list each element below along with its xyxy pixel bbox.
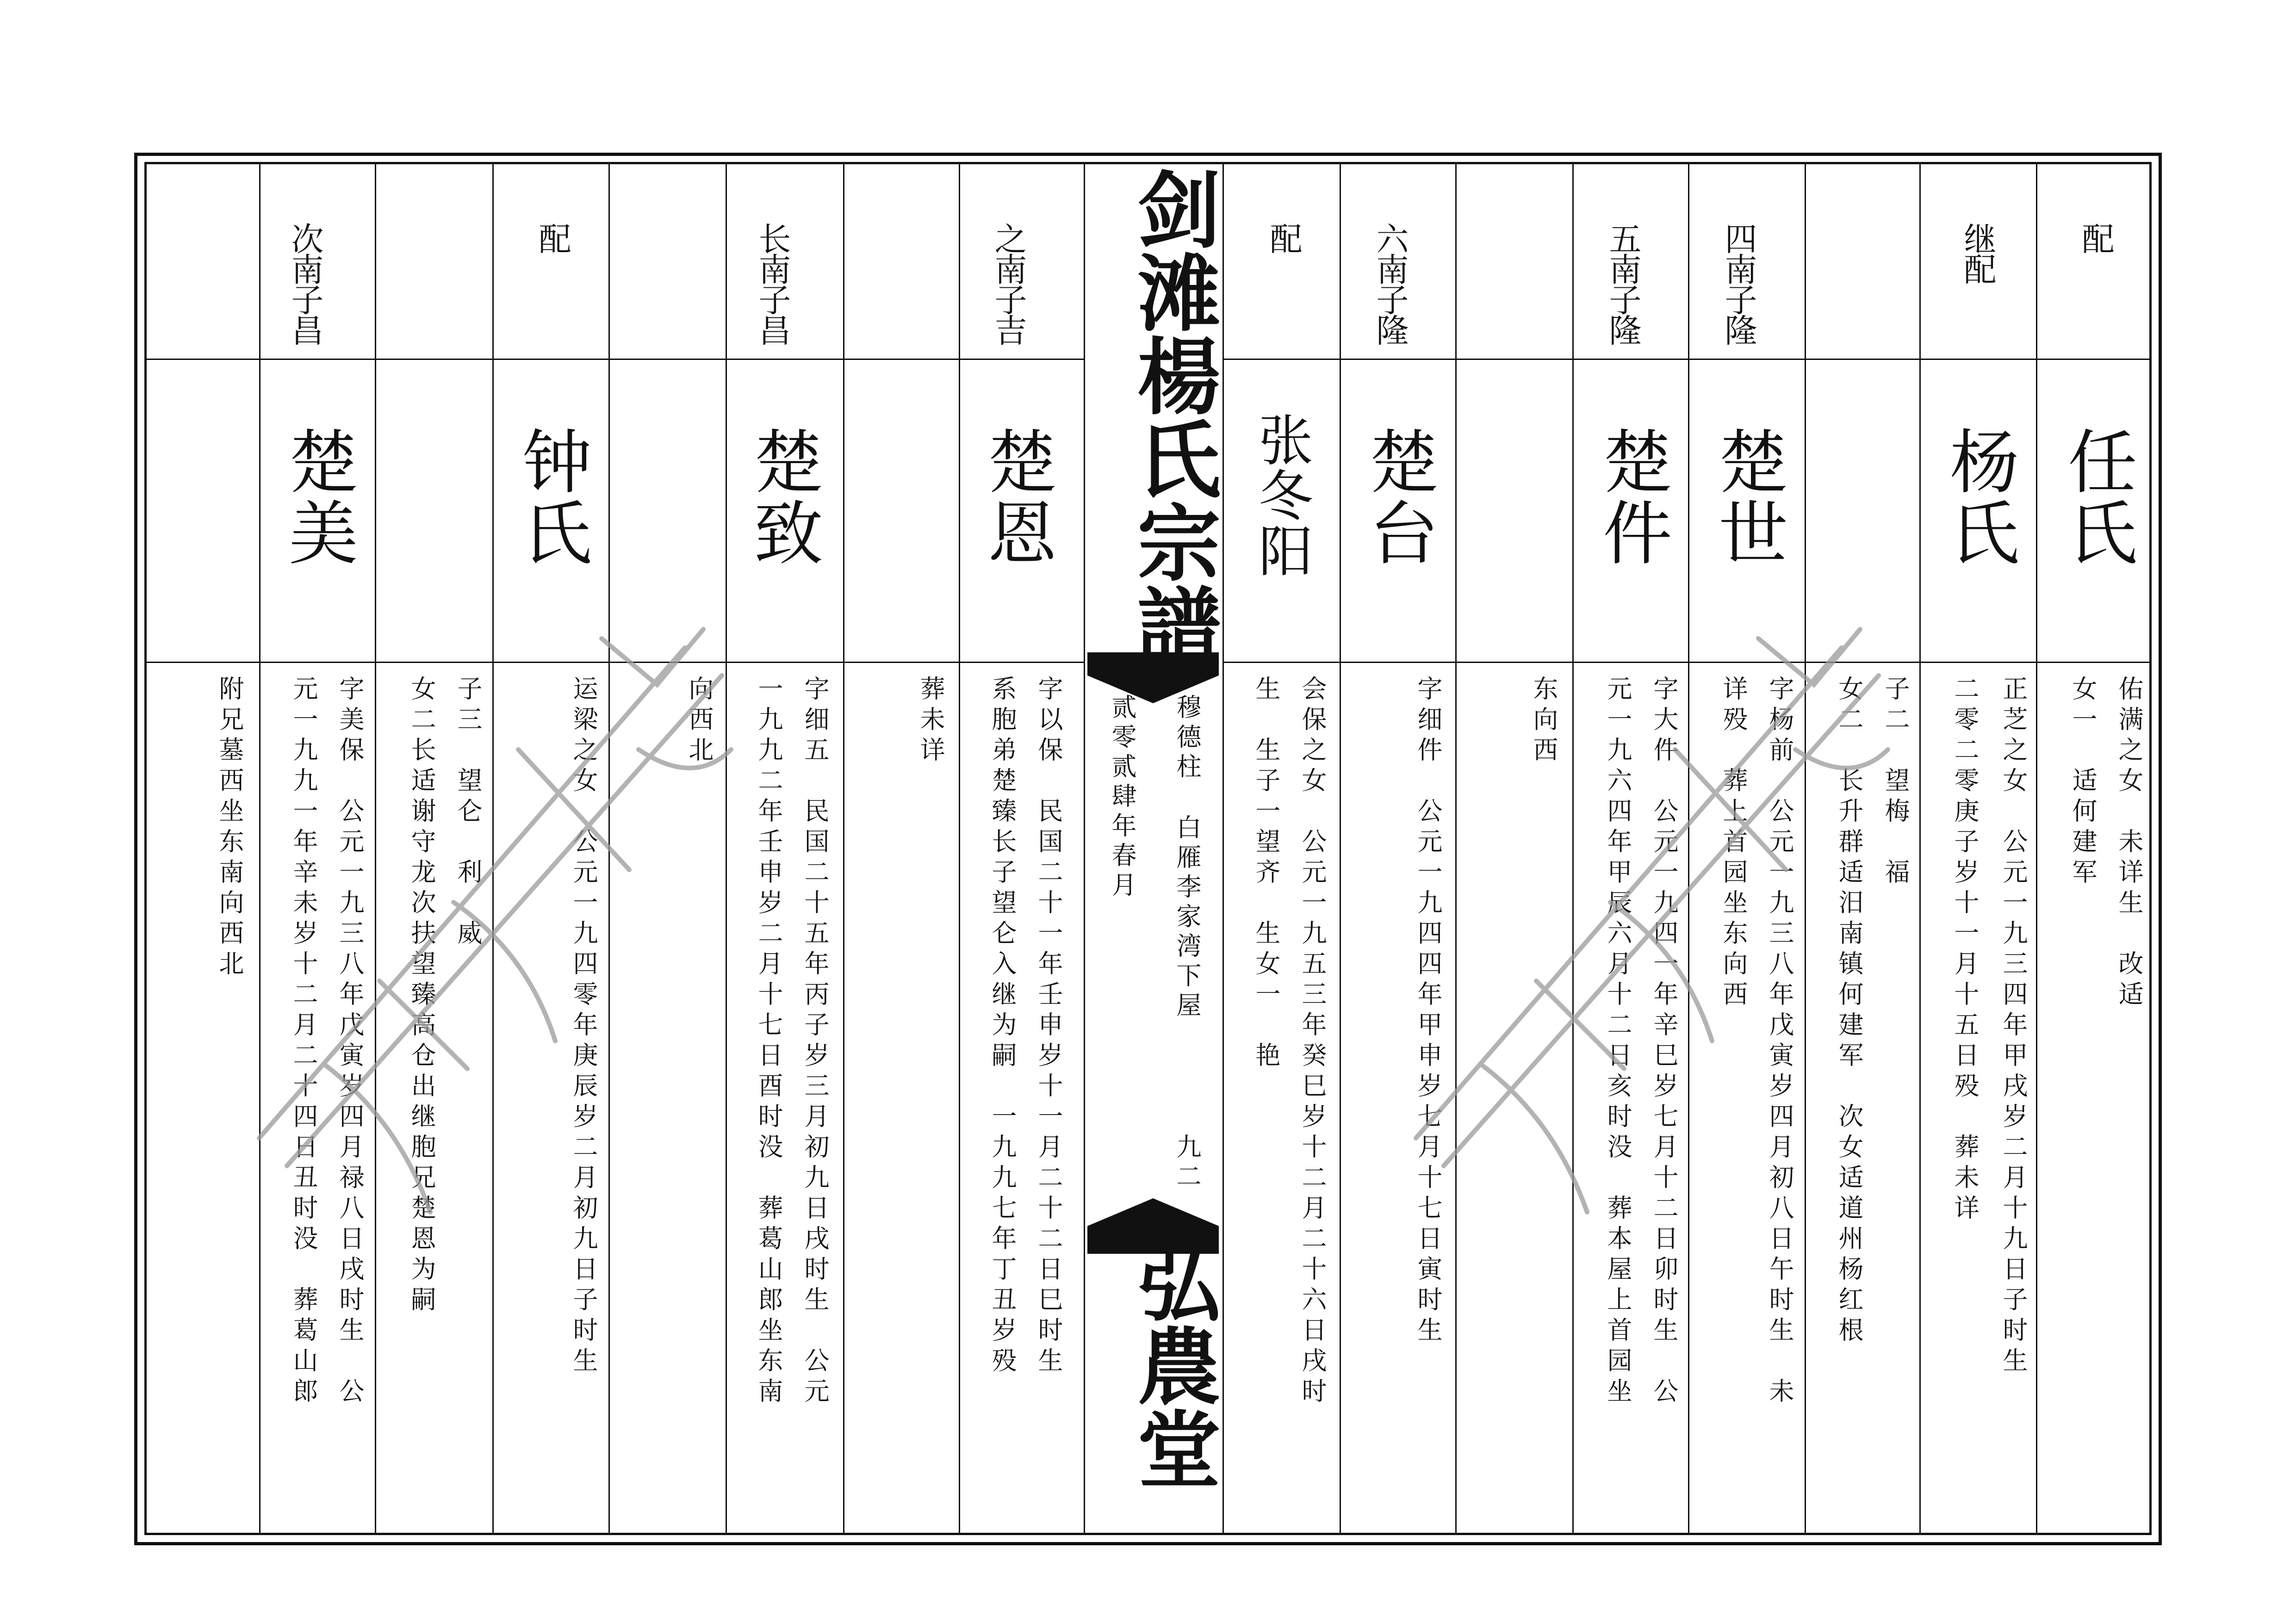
bio-line: 详殁 葬上首园坐东向西 bbox=[1719, 675, 1748, 1011]
relation-label: 长南子昌 bbox=[753, 222, 791, 344]
relation-label: 配 bbox=[1265, 222, 1303, 253]
bio-line: 字大件 公元一九四一年辛巳岁七月十二日卯时生 公 bbox=[1650, 675, 1679, 1408]
bio-line: 字以保 民国二十一年壬申岁十一月二十二日巳时生 bbox=[1034, 675, 1063, 1378]
person-name: 任氏 bbox=[2056, 426, 2136, 568]
bio-line: 元一九六四年甲辰六月十二日亥时没 葬本屋上首园坐 bbox=[1603, 675, 1632, 1408]
bio-line: 字细件 公元一九四四年甲申岁七月十七日寅时生 bbox=[1414, 675, 1443, 1347]
relation-label: 继配 bbox=[1959, 222, 1997, 283]
relation-label: 之南子吉 bbox=[989, 222, 1027, 344]
person-name: 楚件 bbox=[1591, 426, 1671, 568]
bio-line: 附兄墓西坐东南向西北 bbox=[215, 675, 244, 981]
bio-line: 子二 望梅 福 bbox=[1881, 675, 1910, 889]
person-name: 楚世 bbox=[1706, 426, 1787, 568]
page-number: 九二 bbox=[1173, 1134, 1202, 1193]
bio-line: 字美保 公元一九三八年戊寅岁四月禄八日戌时生 公 bbox=[335, 675, 365, 1408]
person-name: 楚台 bbox=[1357, 426, 1438, 568]
bio-line: 二零二零庚子岁十一月十五日殁 葬未详 bbox=[1950, 675, 1980, 1225]
bio-line: 元一九九一年辛未岁十二月二十四日丑时没 葬葛山郎 bbox=[289, 675, 318, 1408]
bio-line: 正芝之女 公元一九三四年甲戌岁二月十九日子时生 bbox=[1999, 675, 2028, 1378]
printer-location: 白雁李家湾下屋 bbox=[1173, 814, 1202, 1022]
bio-line: 佑满之女 未详生 改适 bbox=[2115, 675, 2144, 1011]
bio-line: 东向西 bbox=[1529, 675, 1558, 767]
bio-line: 字杨前 公元一九三八年戊寅岁四月初八日午时生 未 bbox=[1765, 675, 1794, 1408]
bio-line: 一九九二年壬申岁二月十七日酉时没 葬葛山郎坐东南 bbox=[754, 675, 783, 1408]
bio-line: 系胞弟楚臻长子望仑入继为嗣 一九九七年丁丑岁殁 bbox=[988, 675, 1017, 1378]
person-name: 杨氏 bbox=[1938, 426, 2018, 568]
bio-line: 女二 长升群适汨南镇何建军 次女适道州杨红根 bbox=[1835, 675, 1864, 1347]
relation-label: 五南子隆 bbox=[1604, 222, 1642, 344]
hall-name: 弘農堂 bbox=[1123, 1240, 1220, 1490]
bio-line: 葬未详 bbox=[916, 675, 945, 767]
register-title: 剑滩楊氏宗譜 bbox=[1123, 167, 1220, 666]
watermark-left bbox=[259, 629, 731, 1212]
bio-line: 会保之女 公元一九五三年癸巳岁十二月二十六日戌时 bbox=[1298, 675, 1327, 1408]
bio-line: 女一 适何建军 bbox=[2068, 675, 2097, 889]
person-name: 楚恩 bbox=[975, 426, 1056, 568]
relation-label: 配 bbox=[2077, 222, 2115, 253]
bio-line: 女二长适谢守龙次扶望臻高仓出继胞兄楚恩为嗣 bbox=[407, 675, 436, 1317]
bio-line: 字细五 民国二十五年丙子岁三月初九日戌时生 公元 bbox=[800, 675, 830, 1408]
relation-label: 四南子隆 bbox=[1719, 222, 1757, 344]
compile-date: 贰零贰肆年春月 bbox=[1108, 694, 1137, 901]
watermark-right bbox=[1416, 629, 1888, 1212]
person-name: 钟氏 bbox=[510, 426, 591, 568]
bio-line: 子三 望仑 利 威 bbox=[453, 675, 483, 950]
bio-line: 向西北 bbox=[685, 675, 714, 767]
relation-label: 六南子隆 bbox=[1371, 222, 1409, 344]
person-name: 楚美 bbox=[277, 426, 357, 568]
person-name: 张冬阳 bbox=[1249, 412, 1313, 578]
compiler-name: 穆德柱 bbox=[1173, 694, 1202, 783]
bio-line: 运梁之女 公元一九四零年庚辰岁二月初九日子时生 bbox=[569, 675, 598, 1378]
relation-label: 次南子昌 bbox=[286, 222, 324, 344]
bio-line: 生 生子一望齐 生女一 艳 bbox=[1252, 675, 1281, 1072]
person-name: 楚致 bbox=[742, 426, 822, 568]
relation-label: 配 bbox=[534, 222, 571, 253]
